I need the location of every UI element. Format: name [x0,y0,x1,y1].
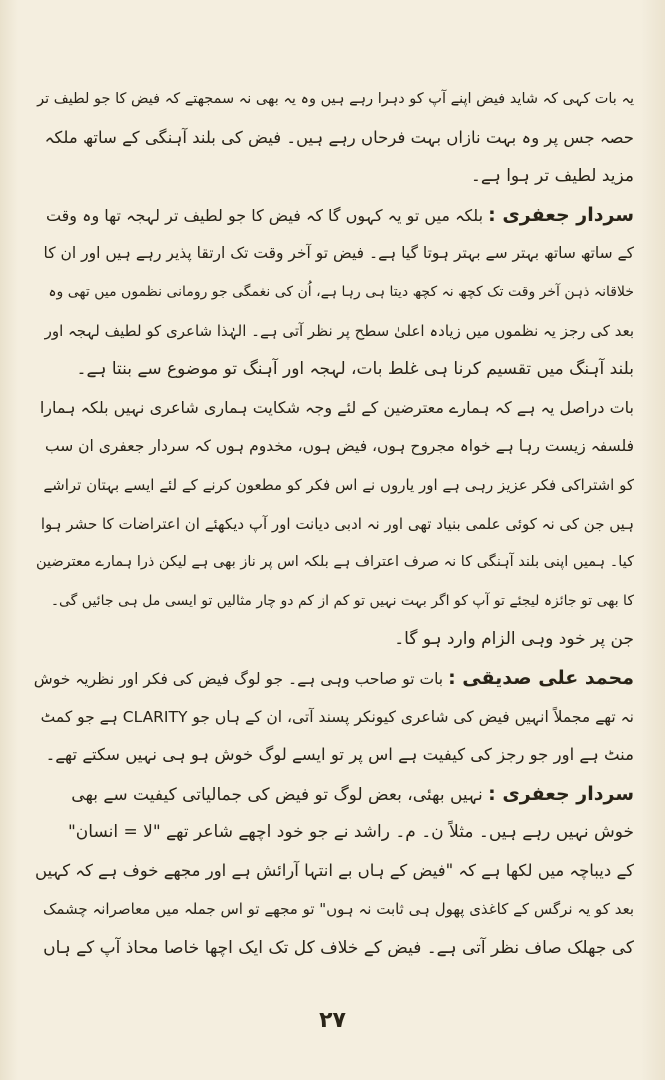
text-line [34,852,634,891]
speaker-name: سردار جعفری : [488,203,634,226]
line-text: بات تو صاحب وہی ہے۔ جو لوگ فیض کی فکر اور نظریہ خوش [34,669,444,688]
line-text: کیا۔ ہمیں اپنی بلند آہنگی کا نہ صرف اعتراف ہے بلکہ اس پر ناز بھی ہے لیکن ذرا ہمارے معترضین [35,554,634,571]
line-text: جن پر خود وہی الزام وارد ہو گا۔ [394,629,634,650]
line-text: خلاقانہ ذہن آخر وقت تک کچھ نہ کچھ دیتا ہی رہا ہے، اُن کی نغمگی جو رومانی نظموں میں تھی وہ [48,283,634,300]
line-text: بلند آہنگ میں تقسیم کرنا ہی غلط بات، لہجہ اور آہنگ تو موضوع سے بنتا ہے۔ [76,359,634,380]
line-text: کے دیباچہ میں لکھا ہے کہ "فیض کے ہاں بے انتہا آرائش ہے اور مجھے خوف ہے کہ کہیں [34,860,634,880]
text-line [34,620,634,659]
text-line [34,312,634,351]
speaker-name: سردار جعفری : [488,782,634,805]
text-line [34,350,634,389]
text-line [34,929,634,968]
line-text: ہیں جن کی نہ کوئی علمی بنیاد تھی اور نہ ادبی دیانت اور آپ دیکھئے ان اعتراضات کا حشر ہوا [40,514,634,533]
text-line [34,813,634,852]
line-text: فلسفہ زیست رہا ہے خواہ مجروح ہوں، فیض ہوں، مخدوم ہوں کہ سردار جعفری ان سب [44,437,634,456]
text-line [34,505,634,544]
text-line [34,543,634,582]
page-number: ۲۷ [319,1008,346,1033]
text-line [34,890,634,929]
text-line [34,775,634,814]
line-text: نہ تھے مجملاً انہیں فیض کی شاعری کیونکر پسند آتی، ان کے ہاں جو CLARITY ہے جو کمٹ [40,707,634,726]
line-text: کے ساتھ ساتھ بہتر سے بہتر ہوتا گیا ہے۔ فیض تو آخر وقت تک ارتقا پذیر رہے ہیں اور ان کا [43,244,634,263]
text-line [34,273,634,312]
text-line [34,736,634,775]
text-line [34,466,634,505]
text-line [34,427,634,466]
line-text: بعد کی رجز یہ نظموں میں زیادہ اعلیٰ سطح پر نظر آتی ہے۔ الہٰذا شاعری کو لطیف لہجہ اور [44,321,634,340]
text-line [34,80,634,119]
body-text [34,80,634,968]
line-text: مزید لطیف تر ہوا ہے۔ [470,166,634,187]
text-line [34,234,634,273]
line-text: کا بھی تو جائزہ لیجئے تو آپ کو اگر بہت نہیں تو کم از کم دو چار مثالیں تو ایسی مل ہی جائیں گی۔ [50,592,634,609]
line-text: یہ بات کہی کہ شاید فیض اپنے آپ کو دہرا رہے ہیں وہ یہ بھی نہ سمجھتے کہ فیض کا جو لطیف تر [37,91,634,107]
line-text: حصہ جس پر وہ بہت نازاں بہت فرحاں رہے ہیں۔ فیض کی بلند آہنگی کے ساتھ ملکہ [44,127,634,147]
line-text: خوش نہیں رہے ہیں۔ مثلاً ن۔ م۔ راشد نے جو خود اچھے شاعر تھے "لا = انسان" [67,822,634,843]
line-text: کو اشتراکی فکر عزیز رہی ہے اور یاروں نے اس فکر کو مطعون کرنے کے لئے ایسے بہتان تراشے [43,475,634,494]
text-line [34,659,634,698]
line-text: بلکہ میں تو یہ کہوں گا کہ فیض کا جو لطیف تر لہجہ تھا وہ وقت [45,205,484,225]
line-text: نہیں بھئی، بعض لوگ تو فیض کی جمالیاتی کیفیت سے بھی [71,784,483,805]
speaker-name: محمد علی صدیقی : [448,666,634,689]
text-line [34,698,634,737]
line-text: بات دراصل یہ ہے کہ ہمارے معترضین کے لئے وجہ شکایت ہماری شاعری نہیں بلکہ ہمارا [39,397,634,417]
text-line [34,119,634,158]
text-line [34,196,634,235]
line-text: بعد کو یہ نرگس کے کاغذی پھول ہی ثابت نہ ہوں" تو مجھے تو اس جملہ میں معاصرانہ چشمک [42,900,634,919]
text-line [34,582,634,621]
line-text: کی جھلک صاف نظر آتی ہے۔ فیض کے خلاف کل تک ایک اچھا خاصا محاذ آپ کے ہاں [43,938,634,959]
text-line [34,389,634,428]
line-text: منٹ ہے اور جو رجز کی کیفیت ہے اس پر تو ایسے لوگ خوش ہو ہی نہیں سکتے تھے۔ [45,745,634,765]
text-line [34,157,634,196]
